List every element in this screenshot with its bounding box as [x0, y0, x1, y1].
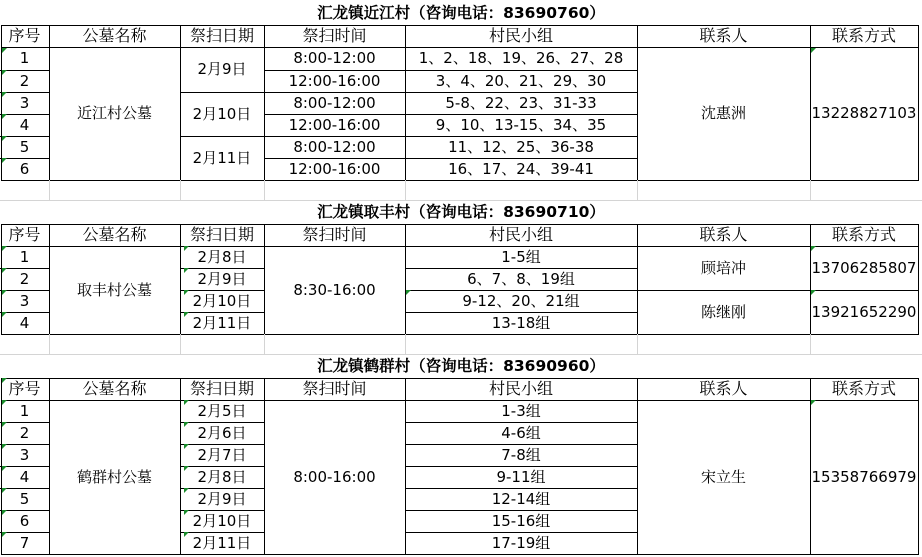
grid-line — [0, 290, 49, 291]
section-title: 汇龙镇鹤群村（咨询电话：83690960） — [317, 357, 605, 376]
grid-line — [405, 510, 637, 511]
cell-comment-marker — [2, 70, 7, 75]
grid-line — [0, 444, 49, 445]
header-time: 祭扫时间 — [302, 225, 367, 244]
section-title: 汇龙镇近江村（咨询电话：83690760） — [317, 4, 605, 23]
row-number: 7 — [19, 533, 30, 552]
villager-groups: 15-16组 — [491, 511, 551, 530]
villager-groups: 13-18组 — [491, 313, 551, 332]
section-title: 汇龙镇取丰村（咨询电话：83690710） — [317, 203, 605, 222]
grid-line — [405, 224, 406, 334]
cell-comment-marker — [2, 444, 7, 449]
header-phone: 联系方式 — [831, 379, 896, 398]
grid-line — [405, 422, 637, 423]
grid-line — [264, 378, 265, 554]
grid-line — [0, 70, 49, 71]
cell-comment-marker — [184, 246, 189, 251]
sweep-date: 2月8日 — [197, 467, 247, 486]
sweep-date: 2月7日 — [197, 445, 247, 464]
villager-groups: 1-5组 — [501, 247, 541, 266]
grid-line — [180, 444, 264, 445]
header-phone: 联系方式 — [831, 26, 896, 45]
cell-comment-marker — [184, 312, 189, 317]
grid-line — [1, 334, 919, 335]
header-time: 祭扫时间 — [302, 379, 367, 398]
grid-line — [637, 290, 918, 291]
sweep-time: 8:00-12:00 — [293, 137, 376, 156]
cell-comment-marker — [184, 268, 189, 273]
grid-line — [180, 532, 264, 533]
villager-groups: 3、4、20、21、29、30 — [435, 71, 607, 90]
grid-line — [180, 312, 264, 313]
grid-line — [180, 334, 181, 354]
grid-line — [405, 466, 637, 467]
grid-line — [405, 312, 637, 313]
grid-line — [0, 532, 49, 533]
grid-line — [1, 224, 2, 335]
grid-line — [810, 224, 811, 334]
grid-line — [180, 224, 181, 334]
grid-line — [49, 224, 50, 334]
grid-line — [0, 158, 49, 159]
grid-line — [637, 334, 638, 354]
header-date: 祭扫日期 — [189, 225, 254, 244]
header-contact: 联系人 — [699, 26, 748, 45]
grid-line — [918, 25, 919, 181]
grid-line — [405, 444, 637, 445]
grid-line — [264, 158, 637, 159]
header-no: 序号 — [8, 225, 41, 244]
grid-line — [264, 334, 265, 354]
cell-comment-marker — [2, 466, 7, 471]
grid-line — [0, 312, 49, 313]
header-groups: 村民小组 — [488, 26, 553, 45]
grid-line — [264, 114, 637, 115]
row-number: 4 — [19, 313, 30, 332]
header-cemetery: 公墓名称 — [82, 379, 147, 398]
grid-line — [180, 510, 264, 511]
cell-comment-marker — [2, 510, 7, 515]
sweep-time: 8:00-16:00 — [293, 467, 376, 486]
cell-comment-marker — [2, 158, 7, 163]
cell-comment-marker — [811, 48, 816, 53]
grid-line — [0, 114, 49, 115]
row-number: 3 — [19, 291, 30, 310]
grid-line — [810, 180, 811, 200]
cell-comment-marker — [184, 488, 189, 493]
header-contact: 联系人 — [699, 379, 748, 398]
row-number: 3 — [19, 445, 30, 464]
grid-line — [1, 378, 919, 379]
row-number: 2 — [19, 423, 30, 442]
contact-phone: 13706285807 — [811, 258, 917, 277]
header-no: 序号 — [8, 26, 41, 45]
sweep-time: 8:00-12:00 — [293, 49, 376, 67]
grid-line — [0, 200, 922, 201]
grid-line — [918, 224, 919, 335]
row-number: 1 — [19, 247, 30, 266]
cell-comment-marker — [2, 378, 7, 383]
grid-line — [180, 268, 264, 269]
row-number: 5 — [19, 489, 30, 508]
grid-line — [405, 532, 637, 533]
cell-comment-marker — [184, 444, 189, 449]
contact-phone: 15358766979 — [811, 467, 917, 486]
cemetery-name: 取丰村公墓 — [76, 280, 152, 299]
cell-comment-marker — [184, 290, 189, 295]
sweep-time: 8:30-16:00 — [293, 280, 376, 299]
cell-comment-marker — [184, 466, 189, 471]
cell-comment-marker — [811, 246, 816, 251]
grid-line — [637, 378, 638, 554]
cell-comment-marker — [811, 290, 816, 295]
header-cemetery: 公墓名称 — [82, 225, 147, 244]
row-number: 1 — [19, 49, 30, 67]
sweep-date: 2月10日 — [192, 291, 252, 310]
grid-line — [0, 466, 49, 467]
grid-line — [810, 334, 811, 354]
grid-line — [180, 25, 181, 180]
contact-name: 顾培冲 — [700, 258, 746, 277]
row-number: 6 — [19, 511, 30, 530]
sweep-date: 2月5日 — [197, 401, 247, 420]
row-number: 2 — [19, 71, 30, 90]
header-contact: 联系人 — [699, 225, 748, 244]
cell-comment-marker — [2, 114, 7, 119]
grid-line — [180, 422, 264, 423]
contact-phone: 13921652290 — [811, 302, 917, 321]
row-number: 4 — [19, 467, 30, 486]
grid-line — [180, 488, 264, 489]
cell-comment-marker — [2, 92, 7, 97]
cell-comment-marker — [2, 246, 7, 251]
grid-line — [180, 290, 264, 291]
villager-groups: 17-19组 — [491, 533, 551, 552]
grid-line — [918, 378, 919, 555]
cell-comment-marker — [2, 290, 7, 295]
villager-groups: 9-12、20、21组 — [462, 291, 580, 310]
row-number: 1 — [19, 401, 30, 420]
villager-groups: 7-8组 — [501, 445, 541, 464]
sweep-date: 2月9日 — [197, 269, 247, 288]
grid-line — [264, 224, 265, 334]
villager-groups: 1、2、18、19、26、27、28 — [418, 49, 624, 67]
grid-line — [264, 136, 637, 137]
cell-comment-marker — [2, 136, 7, 141]
cemetery-name: 近江村公墓 — [76, 104, 152, 122]
grid-line — [49, 378, 50, 554]
cell-comment-marker — [2, 312, 7, 317]
header-groups: 村民小组 — [488, 379, 553, 398]
grid-line — [180, 92, 264, 93]
header-cemetery: 公墓名称 — [82, 26, 147, 45]
grid-line — [0, 268, 49, 269]
cell-comment-marker — [2, 48, 7, 53]
grid-line — [264, 180, 265, 200]
grid-line — [264, 70, 637, 71]
header-groups: 村民小组 — [488, 225, 553, 244]
grid-line — [49, 25, 50, 180]
sweep-time: 12:00-16:00 — [288, 115, 381, 134]
grid-line — [1, 554, 919, 555]
header-date: 祭扫日期 — [189, 379, 254, 398]
contact-name: 沈惠洲 — [700, 104, 746, 122]
grid-line — [637, 25, 638, 180]
grid-line — [0, 354, 922, 355]
cell-comment-marker — [2, 422, 7, 427]
grid-line — [405, 334, 406, 354]
cell-comment-marker — [184, 422, 189, 427]
grid-line — [49, 334, 50, 354]
villager-groups: 9、10、13-15、34、35 — [435, 115, 607, 134]
sweep-time: 12:00-16:00 — [288, 71, 381, 90]
villager-groups: 11、12、25、36-38 — [448, 137, 594, 156]
grid-line — [0, 92, 49, 93]
cell-comment-marker — [2, 488, 7, 493]
row-number: 5 — [19, 137, 30, 156]
grid-line — [637, 224, 638, 334]
sweep-date: 2月9日 — [197, 489, 247, 508]
sweep-date: 2月8日 — [197, 247, 247, 266]
grid-line — [0, 510, 49, 511]
row-number: 4 — [19, 115, 30, 134]
villager-groups: 12-14组 — [491, 489, 551, 508]
grid-line — [405, 268, 637, 269]
header-date: 祭扫日期 — [189, 26, 254, 45]
sweep-date: 2月6日 — [197, 423, 247, 442]
row-number: 6 — [19, 159, 30, 178]
sweep-date: 2月11日 — [192, 148, 252, 167]
grid-line — [637, 180, 638, 200]
sweep-date: 2月11日 — [192, 313, 252, 332]
cell-comment-marker — [184, 510, 189, 515]
grid-line — [0, 422, 49, 423]
grid-line — [1, 47, 918, 48]
sweep-date: 2月9日 — [197, 60, 247, 78]
sweep-time: 12:00-16:00 — [288, 159, 381, 178]
cell-comment-marker — [2, 400, 7, 405]
villager-groups: 4-6组 — [501, 423, 541, 442]
grid-line — [0, 136, 49, 137]
grid-line — [180, 180, 181, 200]
contact-phone: 13228827103 — [811, 104, 917, 122]
grid-line — [264, 25, 265, 180]
grid-line — [405, 488, 637, 489]
sweep-time: 8:00-12:00 — [293, 93, 376, 112]
cell-comment-marker — [2, 268, 7, 273]
cell-comment-marker — [2, 532, 7, 537]
row-number: 3 — [19, 93, 30, 112]
grid-line — [180, 136, 264, 137]
header-no: 序号 — [8, 379, 41, 398]
cell-comment-marker — [184, 400, 189, 405]
header-time: 祭扫时间 — [302, 26, 367, 45]
grid-line — [1, 400, 918, 401]
header-phone: 联系方式 — [831, 225, 896, 244]
villager-groups: 9-11组 — [496, 467, 546, 486]
villager-groups: 5-8、22、23、31-33 — [445, 93, 597, 112]
contact-name: 宋立生 — [700, 467, 746, 486]
grid-line — [1, 180, 919, 181]
villager-groups: 6、7、8、19组 — [467, 269, 575, 288]
grid-line — [405, 290, 637, 291]
cell-comment-marker — [184, 532, 189, 537]
grid-line — [1, 246, 918, 247]
sweep-date: 2月10日 — [192, 511, 252, 530]
grid-line — [405, 180, 406, 200]
grid-line — [405, 25, 406, 180]
grid-line — [1, 25, 919, 26]
villager-groups: 1-3组 — [501, 401, 541, 420]
cell-comment-marker — [406, 290, 411, 295]
cell-comment-marker — [811, 400, 816, 405]
villager-groups: 16、17、24、39-41 — [448, 159, 594, 178]
contact-name: 陈继刚 — [700, 302, 746, 321]
sweep-date: 2月10日 — [192, 104, 252, 123]
grid-line — [264, 92, 637, 93]
grid-line — [0, 488, 49, 489]
row-number: 2 — [19, 269, 30, 288]
cemetery-name: 鹤群村公墓 — [76, 467, 152, 486]
grid-line — [1, 224, 919, 225]
grid-line — [49, 180, 50, 200]
sweep-date: 2月11日 — [192, 533, 252, 552]
grid-line — [180, 466, 264, 467]
